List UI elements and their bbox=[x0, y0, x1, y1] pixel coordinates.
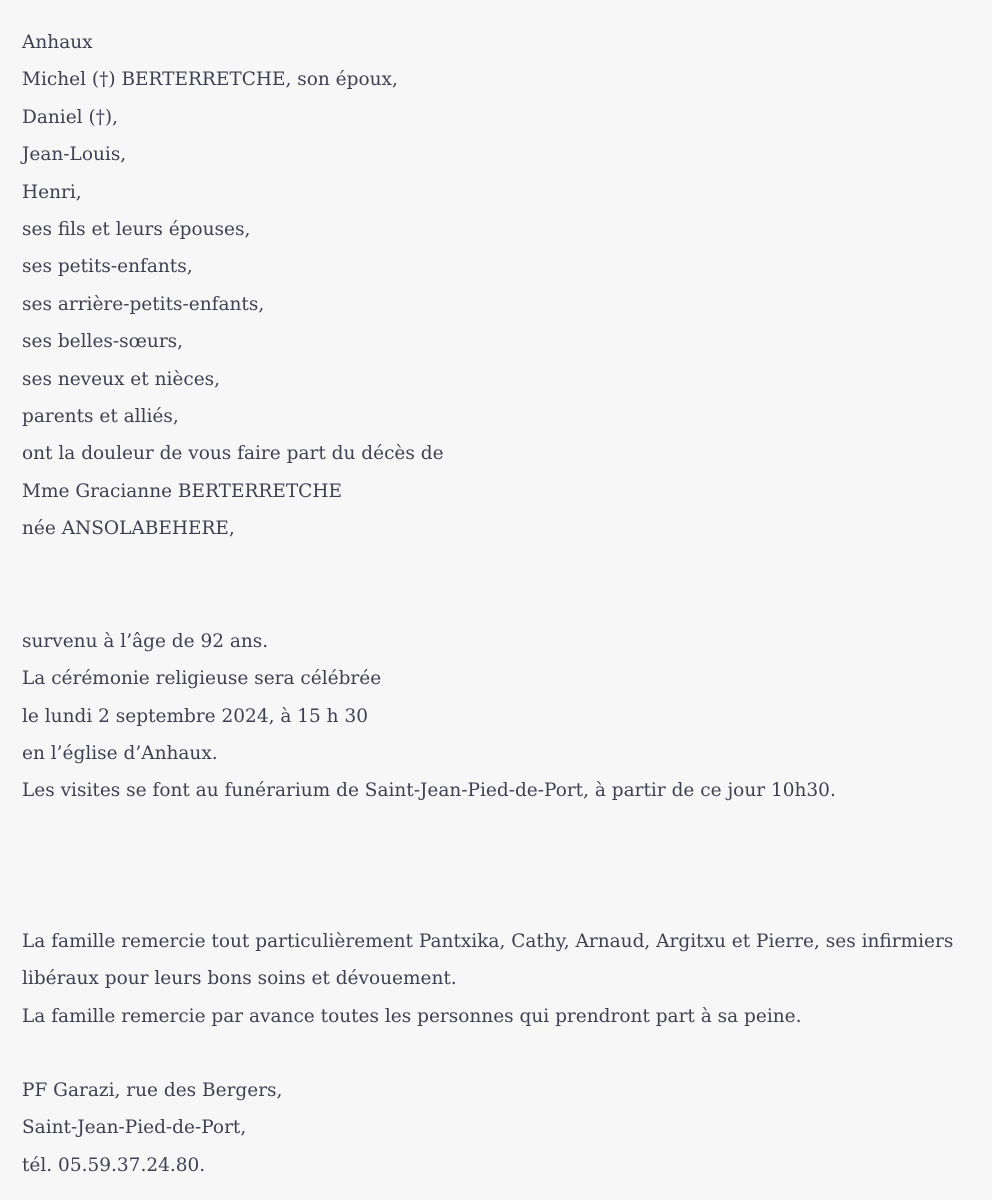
family-line: ses fils et leurs épouses, bbox=[22, 219, 251, 241]
funeral-home-city: Saint-Jean-Pied-de-Port, bbox=[22, 1117, 247, 1139]
village-name: Anhaux bbox=[22, 32, 93, 53]
family-line: ses petits-enfants, bbox=[22, 256, 193, 278]
spacer bbox=[22, 548, 972, 623]
family-section bbox=[22, 24, 972, 548]
age-line: survenu à l’âge de 92 ans. bbox=[22, 630, 269, 652]
funeral-home-section bbox=[22, 1072, 972, 1184]
visits-info: Les visites se font au funérarium de Saint-Jean-Pied-de-Port, à partir de ce jour 10h30. bbox=[22, 780, 836, 802]
family-line: ses arrière-petits-enfants, bbox=[22, 293, 265, 315]
family-line: Michel (†) BERTERRETCHE, son époux, bbox=[22, 69, 398, 91]
spacer bbox=[22, 810, 972, 923]
deceased-maiden-name: née ANSOLABEHERE, bbox=[22, 518, 235, 540]
ceremony-section bbox=[22, 623, 972, 810]
announcement-line: ont la douleur de vous faire part du décès de bbox=[22, 443, 444, 465]
family-line: Henri, bbox=[22, 181, 82, 203]
spacer bbox=[22, 1035, 972, 1072]
family-line: ses neveux et nièces, bbox=[22, 368, 221, 390]
funeral-home-name: PF Garazi, rue des Bergers, bbox=[22, 1079, 283, 1101]
thanks-section bbox=[22, 923, 972, 1035]
obituary-notice bbox=[22, 24, 972, 1184]
family-line: Daniel (†), bbox=[22, 106, 119, 128]
family-line: Jean-Louis, bbox=[22, 144, 127, 166]
ceremony-line: La cérémonie religieuse sera célébrée bbox=[22, 668, 382, 690]
thanks-all: La famille remercie par avance toutes les personnes qui prendront part à sa peine. bbox=[22, 1005, 802, 1027]
family-line: parents et alliés, bbox=[22, 406, 179, 428]
ceremony-location: en l’église d’Anhaux. bbox=[22, 742, 218, 764]
family-line: ses belles-sœurs, bbox=[22, 331, 184, 353]
deceased-name: Mme Gracianne BERTERRETCHE bbox=[22, 480, 342, 502]
ceremony-date: le lundi 2 septembre 2024, à 15 h 30 bbox=[22, 705, 369, 727]
funeral-home-phone: tél. 05.59.37.24.80. bbox=[22, 1154, 206, 1176]
thanks-nurses: La famille remercie tout particulièrement Pantxika, Cathy, Arnaud, Argitxu et Pierre, ses infirmiers libéraux pour leurs bons soins et dévouement. bbox=[22, 930, 954, 990]
